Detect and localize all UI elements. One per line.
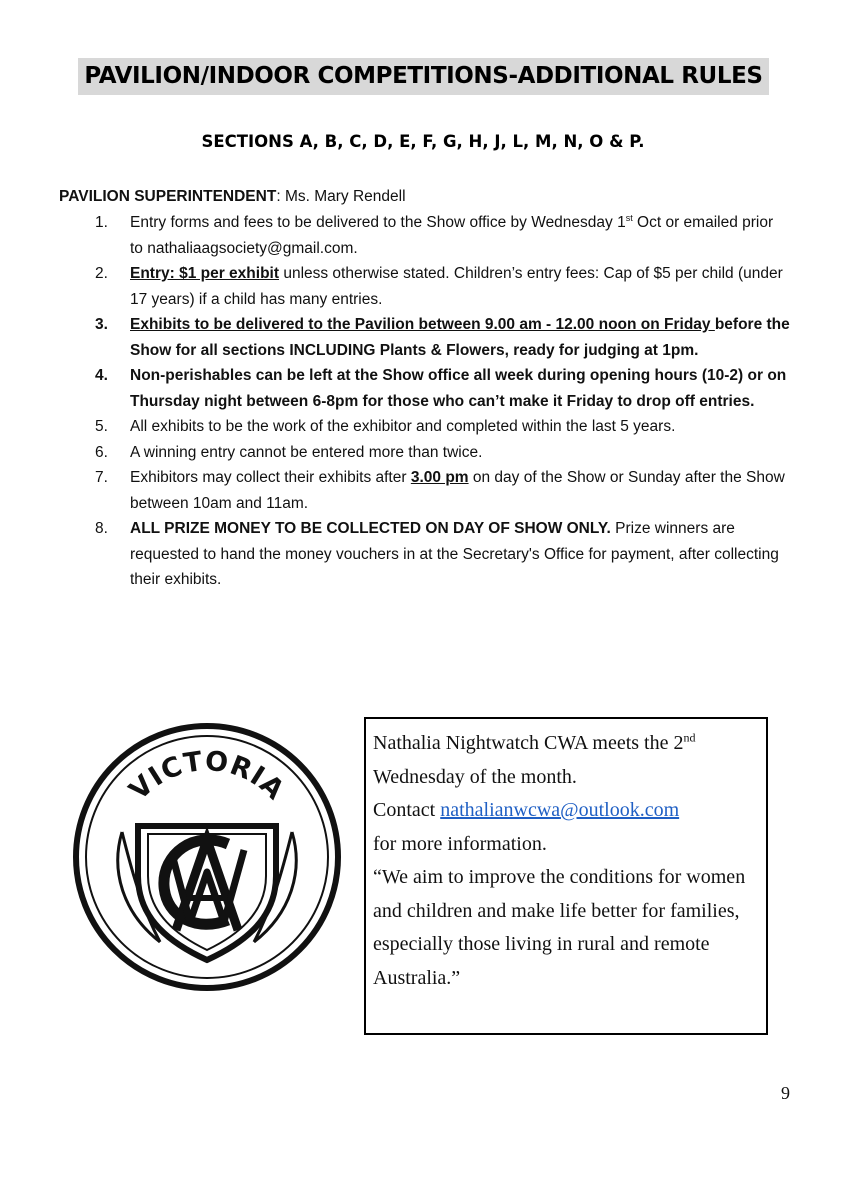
rule-item-2 bbox=[0, 261, 846, 312]
superintendent-name: Ms. Mary Rendell bbox=[284, 188, 406, 205]
ordinal-suffix: st bbox=[625, 212, 633, 223]
rule-item-8 bbox=[0, 516, 846, 593]
cwa-more-info: for more information. bbox=[373, 832, 547, 855]
rule-number: 1. bbox=[95, 214, 108, 231]
rule-number: 4. bbox=[95, 367, 108, 384]
cwa-victoria-logo bbox=[72, 722, 342, 992]
rule-text-part: Prize winners are requested to hand the money vouchers in at the Secretary's Office for payment, after collecting their exhibits. bbox=[130, 520, 779, 588]
ordinal-suffix: nd bbox=[683, 730, 696, 745]
cwa-meeting-line bbox=[373, 727, 766, 761]
rule-text: Non-perishables can be left at the Show office all week during opening hours (10-2) or on Thursday night between 6-8pm for those who can’t make it Friday to drop off entries. bbox=[130, 367, 787, 410]
rule-text bbox=[130, 312, 790, 363]
rule-number: 8. bbox=[95, 520, 108, 537]
rule-text: A winning entry cannot be entered more than twice. bbox=[130, 443, 483, 461]
superintendent-separator: : bbox=[276, 188, 285, 205]
rule-item-1 bbox=[0, 210, 846, 261]
rule-item-5 bbox=[0, 414, 846, 440]
cwa-email-link[interactable]: nathalianwcwa@outlook.com bbox=[440, 799, 680, 821]
superintendent-label: PAVILION SUPERINTENDENT bbox=[59, 188, 277, 205]
cwa-quote: “We aim to improve the conditions for women and children and make life better for families, especially those living in rural and remote Australia.” bbox=[373, 866, 746, 989]
rule-number: 3. bbox=[95, 316, 108, 333]
cwa-info-box bbox=[364, 717, 768, 1035]
rule-text bbox=[130, 465, 790, 516]
rule-item-3 bbox=[0, 312, 846, 363]
rule-item-4 bbox=[0, 363, 846, 414]
rule-text-part: before the Show for all sections INCLUDING Plants & Flowers, ready for judging at 1pm. bbox=[130, 316, 790, 359]
rule-text bbox=[130, 516, 790, 593]
cwa-meeting-text: Nathalia Nightwatch CWA meets the 2 bbox=[373, 732, 684, 754]
rule-item-6 bbox=[0, 440, 846, 466]
rule-text bbox=[130, 210, 790, 261]
rules-list bbox=[0, 210, 846, 593]
rule-text: All exhibits to be the work of the exhibitor and completed within the last 5 years. bbox=[130, 418, 676, 435]
sections-heading: SECTIONS A, B, C, D, E, F, G, H, J, L, M, N, O & P. bbox=[201, 132, 645, 151]
rule-text-part: Oct or emailed prior to nathaliaagsociety@gmail.com. bbox=[130, 214, 774, 257]
logo-arc-text: VICTORIA bbox=[123, 745, 291, 807]
rule-text-part: on day of the Show or Sunday after the Show between 10am and 11am. bbox=[130, 469, 785, 512]
page-number: 9 bbox=[781, 1083, 790, 1103]
cwa-emblem-icon bbox=[72, 722, 342, 992]
rule-text-part: Entry forms and fees to be delivered to the Show office by Wednesday 1 bbox=[130, 214, 626, 231]
rule-number: 7. bbox=[95, 469, 108, 486]
rule-emphasis: Entry: $1 per exhibit bbox=[130, 265, 280, 282]
rule-text bbox=[130, 261, 790, 312]
rule-number: 5. bbox=[95, 418, 108, 435]
rule-item-7 bbox=[0, 465, 846, 516]
rule-number: 6. bbox=[95, 443, 108, 461]
page-title: PAVILION/INDOOR COMPETITIONS-ADDITIONAL RULES bbox=[78, 58, 769, 95]
rule-text-part: Exhibitors may collect their exhibits after bbox=[130, 469, 411, 486]
rule-text-part: unless otherwise stated. Children’s entry fees: Cap of $5 per child (under 17 years) if a child has many entries. bbox=[130, 265, 783, 308]
cwa-meeting-day: Wednesday of the month. bbox=[373, 765, 577, 788]
cwa-contact-line bbox=[373, 794, 766, 828]
superintendent-line bbox=[59, 185, 406, 209]
rule-number: 2. bbox=[95, 265, 108, 282]
cwa-contact-label: Contact bbox=[373, 799, 441, 821]
rule-emphasis: 3.00 pm bbox=[410, 469, 469, 486]
rule-emphasis: Exhibits to be delivered to the Pavilion between 9.00 am - 12.00 noon on Friday bbox=[130, 316, 715, 333]
rule-emphasis: ALL PRIZE MONEY TO BE COLLECTED ON DAY OF SHOW ONLY. bbox=[130, 520, 611, 537]
